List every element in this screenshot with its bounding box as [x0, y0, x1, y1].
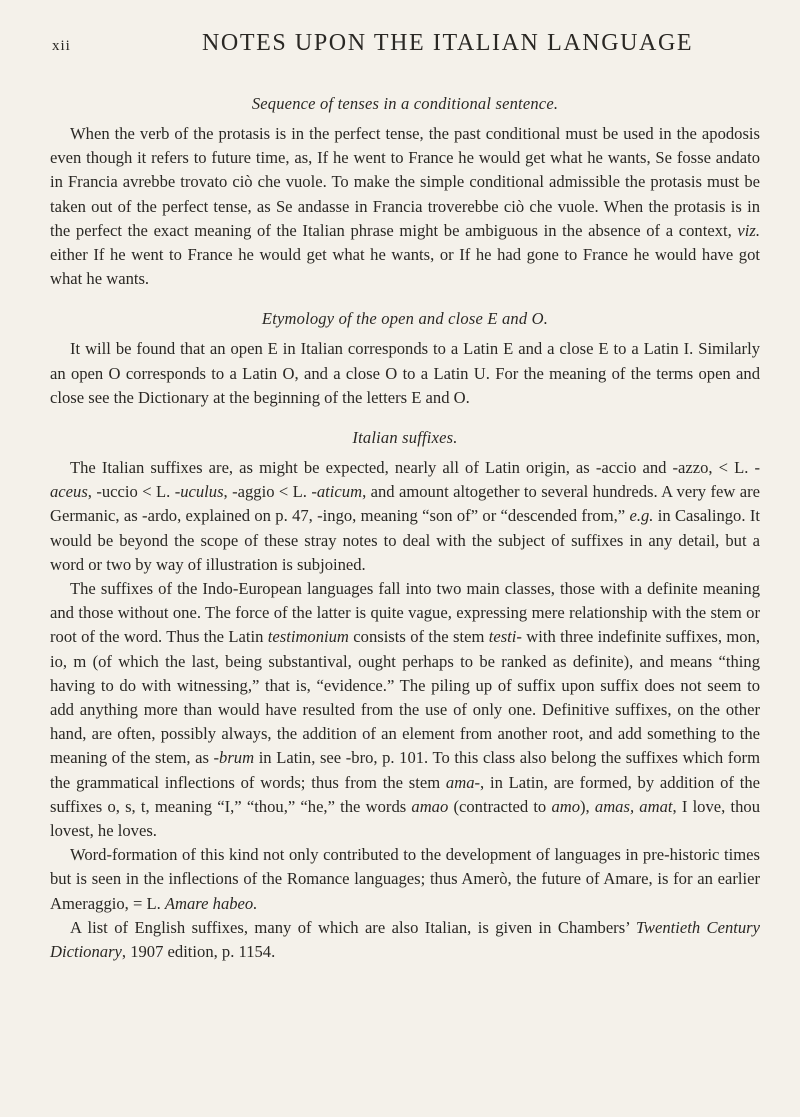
- text-run: It will be found that an open E in Italian corresponds to a Latin E and a close E to a Latin I. Similarly an open O corresponds to a Latin O, and a close O to a Latin U. For the meaning of the terms open and close see the Dictionary at the beginning of the letters E and O.: [50, 339, 760, 407]
- italic-run: -brum: [213, 748, 255, 768]
- text-run: A list of English suffixes, many of which are also Italian, is given in Chambers’: [70, 917, 636, 937]
- section-heading: Sequence of tenses in a conditional sentence.: [251, 94, 559, 113]
- paragraph: [50, 337, 760, 410]
- section-heading: Etymology of the open and close E and O.: [261, 309, 549, 329]
- page-number: xii: [52, 38, 71, 54]
- text-run: The Italian suffixes are, as might be expected, nearly all of Latin origin, as -accio and -azzo, < L.: [70, 458, 755, 478]
- text-run: , I love, thou lovest, he loves.: [50, 796, 760, 841]
- text-run: in Latin, see -bro, p. 101. To this class also belong the suffixes which form the grammatical inflections of words; thus from the stem: [50, 748, 760, 792]
- paragraph: [50, 577, 760, 843]
- italic-run: ama-: [445, 772, 481, 792]
- italic-run: Twentieth Century Dictionary: [50, 917, 760, 962]
- text-run: , in Latin, are formed, by addition of the suffixes o, s, t, meaning “I,” “thou,” “he,” the words: [50, 772, 760, 816]
- italic-run: e.g.: [629, 506, 654, 526]
- text-run: consists of the stem: [348, 627, 489, 647]
- text-run: in Casalingo. It would be beyond the scope of these stray notes to deal with the subject of suffixes in any detail, but a word or two by way of illustration is subjoined.: [50, 506, 760, 574]
- text-run: with three indefinite suffixes, mon, io, m (of which the last, being substantival, ought perhaps to be ranked as definite), and means “thing having to do with witnessing,” that is, “evidence.” The piling up of suffix upon suffix does not seem to add anything more than would have resulted from the use of only one. Definitive suffixes, on the other hand, are often, possibly always, the addition of an element from another root, and add something to the meaning of the stem, as: [50, 627, 761, 768]
- text-run: , -aggio < L.: [223, 482, 312, 502]
- italic-run: -aceus: [50, 458, 760, 502]
- text-run: (contracted to: [448, 796, 552, 816]
- book-page: [50, 30, 760, 964]
- section-italian-suffixes: [50, 428, 760, 964]
- text-run: When the verb of the protasis is in the perfect tense, the past conditional must be used in the apodosis even though it refers to future time, as, If he went to France he would get what he wants, Se fosse andato in Francia avrebbe trovato ciò che vuole. To make the simple conditional admissible the protasis must be taken out of the perfect tense, as Se andasse in Francia troverebbe ciò che vuole. When the protasis is in the perfect the exact meaning of the Italian phrase might be ambiguous in the absence of a context,: [50, 124, 760, 240]
- italic-run: testi-: [488, 627, 522, 647]
- text-run: ),: [580, 796, 595, 816]
- italic-run: viz.: [737, 220, 760, 240]
- section-heading: Italian suffixes.: [352, 428, 458, 448]
- paragraph: [50, 916, 760, 964]
- running-head: [50, 30, 760, 64]
- text-run: Word-formation of this kind not only contributed to the development of languages in pre-historic times but is seen in the inflections of the Romance languages; thus Amerò, the future of Amare, is for an earlier Ameraggio, = L.: [50, 845, 760, 913]
- italic-run: -uculus: [174, 482, 224, 502]
- paragraph: [50, 456, 760, 577]
- paragraph: [50, 122, 760, 291]
- text-run: , -uccio < L.: [87, 482, 175, 502]
- italic-run: -aticum: [311, 482, 363, 502]
- italic-run: testimonium: [267, 627, 349, 647]
- section-sequence-of-tenses: [50, 94, 760, 291]
- paragraph: [50, 843, 760, 916]
- italic-run: amo: [551, 796, 581, 816]
- text-run: , 1907 edition, p. 1154.: [121, 942, 276, 962]
- italic-run: amas, amat: [594, 796, 673, 816]
- text-run: The suffixes of the Indo-European languages fall into two main classes, those with a definite meaning and those without one. The force of the latter is quite vague, expressing mere relationship with the stem or root of the word. Thus the Latin: [50, 579, 760, 647]
- text-run: , and amount altogether to several hundreds. A very few are Germanic, as -ardo, explained on p. 47, -ingo, meaning “son of” or “descended from,”: [50, 482, 760, 526]
- italic-run: Amare habeo.: [164, 893, 258, 913]
- section-etymology: [50, 309, 760, 410]
- italic-run: amao: [411, 796, 449, 816]
- running-title: NOTES UPON THE ITALIAN LANGUAGE: [202, 30, 694, 56]
- text-run: either If he went to France he would get what he wants, or If he had gone to France he would have got what he wants.: [50, 245, 760, 289]
